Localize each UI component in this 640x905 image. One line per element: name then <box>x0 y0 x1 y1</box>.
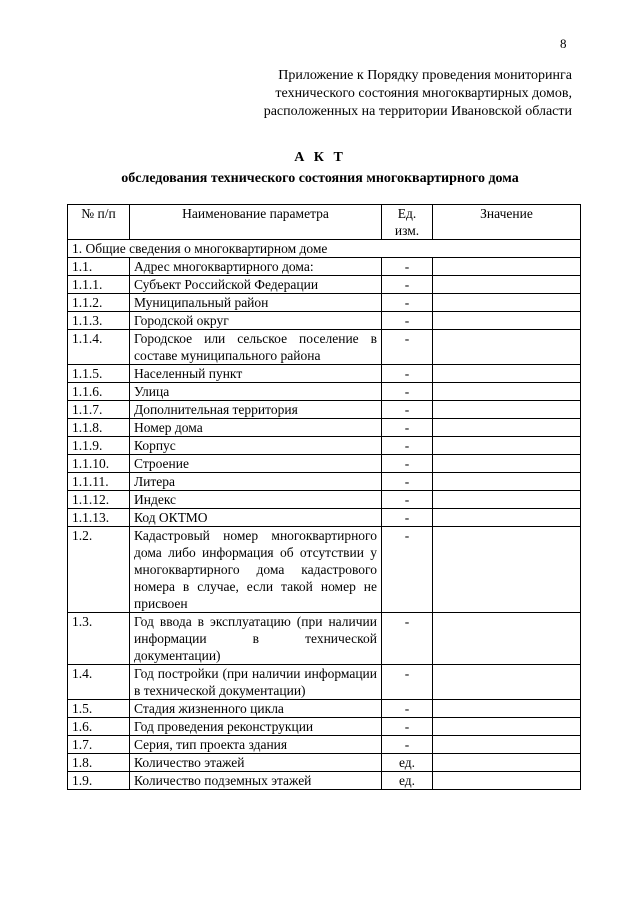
table-row <box>68 365 581 383</box>
header-value: Значение <box>433 205 581 240</box>
row-unit: - <box>382 437 433 455</box>
row-parameter-name: Адрес многоквартирного дома: <box>130 258 382 276</box>
row-unit: - <box>382 258 433 276</box>
row-number: 1.4. <box>68 665 130 700</box>
row-value[interactable] <box>433 401 581 419</box>
row-value[interactable] <box>433 455 581 473</box>
row-number: 1.1.12. <box>68 491 130 509</box>
row-value[interactable] <box>433 473 581 491</box>
row-number: 1.1.13. <box>68 509 130 527</box>
row-number: 1.1.3. <box>68 312 130 330</box>
section-row <box>68 240 581 258</box>
act-title: А К Т <box>294 150 346 165</box>
row-unit: - <box>382 383 433 401</box>
row-value[interactable] <box>433 276 581 294</box>
row-value[interactable] <box>433 613 581 665</box>
table-row <box>68 419 581 437</box>
row-parameter-name: Строение <box>130 455 382 473</box>
row-unit: - <box>382 294 433 312</box>
appendix-line: расположенных на территории Ивановской области <box>263 104 572 119</box>
row-number: 1.1.10. <box>68 455 130 473</box>
row-number: 1.1. <box>68 258 130 276</box>
row-parameter-name: Населенный пункт <box>130 365 382 383</box>
row-number: 1.1.1. <box>68 276 130 294</box>
row-value[interactable] <box>433 330 581 365</box>
table-header-row <box>68 205 581 240</box>
row-number: 1.3. <box>68 613 130 665</box>
row-number: 1.1.2. <box>68 294 130 312</box>
row-number: 1.1.9. <box>68 437 130 455</box>
row-parameter-name: Литера <box>130 473 382 491</box>
row-parameter-name: Корпус <box>130 437 382 455</box>
row-parameter-name: Субъект Российской Федерации <box>130 276 382 294</box>
row-parameter-name: Код ОКТМО <box>130 509 382 527</box>
row-value[interactable] <box>433 383 581 401</box>
row-unit: - <box>382 527 433 613</box>
row-value[interactable] <box>433 736 581 754</box>
row-number: 1.1.11. <box>68 473 130 491</box>
row-value[interactable] <box>433 772 581 790</box>
table-row <box>68 527 581 613</box>
row-parameter-name: Стадия жизненного цикла <box>130 700 382 718</box>
row-value[interactable] <box>433 365 581 383</box>
table-row <box>68 455 581 473</box>
table-row <box>68 491 581 509</box>
table-row <box>68 473 581 491</box>
header-unit: Ед. изм. <box>382 205 433 240</box>
row-unit: - <box>382 736 433 754</box>
row-number: 1.2. <box>68 527 130 613</box>
row-unit: ед. <box>382 754 433 772</box>
row-value[interactable] <box>433 258 581 276</box>
row-parameter-name: Городское или сельское поселение в составе муниципального района <box>130 330 382 365</box>
table-row <box>68 437 581 455</box>
row-value[interactable] <box>433 437 581 455</box>
row-parameter-name: Количество подземных этажей <box>130 772 382 790</box>
row-parameter-name: Количество этажей <box>130 754 382 772</box>
table-row <box>68 736 581 754</box>
row-parameter-name: Номер дома <box>130 419 382 437</box>
table-row <box>68 294 581 312</box>
row-value[interactable] <box>433 312 581 330</box>
row-number: 1.1.7. <box>68 401 130 419</box>
section-title: 1. Общие сведения о многоквартирном доме <box>68 240 581 258</box>
row-unit: - <box>382 700 433 718</box>
row-unit: - <box>382 491 433 509</box>
appendix-line: Приложение к Порядку проведения мониторинга <box>278 68 572 83</box>
row-parameter-name: Серия, тип проекта здания <box>130 736 382 754</box>
row-number: 1.1.6. <box>68 383 130 401</box>
appendix-line: технического состояния многоквартирных домов, <box>275 86 572 101</box>
table-row <box>68 772 581 790</box>
row-number: 1.5. <box>68 700 130 718</box>
row-unit: - <box>382 613 433 665</box>
row-number: 1.1.8. <box>68 419 130 437</box>
row-parameter-name: Год проведения реконструкции <box>130 718 382 736</box>
row-unit: - <box>382 365 433 383</box>
row-value[interactable] <box>433 491 581 509</box>
table-row <box>68 383 581 401</box>
row-value[interactable] <box>433 754 581 772</box>
row-unit: - <box>382 276 433 294</box>
row-value[interactable] <box>433 419 581 437</box>
row-unit: ед. <box>382 772 433 790</box>
row-parameter-name: Год постройки (при наличии информации в технической документации) <box>130 665 382 700</box>
row-unit: - <box>382 665 433 700</box>
row-number: 1.9. <box>68 772 130 790</box>
row-parameter-name: Улица <box>130 383 382 401</box>
header-name: Наименование параметра <box>130 205 382 240</box>
table-row <box>68 276 581 294</box>
table-row <box>68 258 581 276</box>
row-unit: - <box>382 419 433 437</box>
row-number: 1.8. <box>68 754 130 772</box>
row-value[interactable] <box>433 527 581 613</box>
row-unit: - <box>382 718 433 736</box>
table-row <box>68 700 581 718</box>
appendix-note <box>192 67 572 121</box>
table-row <box>68 665 581 700</box>
row-value[interactable] <box>433 665 581 700</box>
row-number: 1.1.5. <box>68 365 130 383</box>
row-parameter-name: Индекс <box>130 491 382 509</box>
parameters-table <box>67 204 581 790</box>
row-unit: - <box>382 455 433 473</box>
row-unit: - <box>382 401 433 419</box>
row-parameter-name: Городской округ <box>130 312 382 330</box>
table-row <box>68 613 581 665</box>
table-row <box>68 330 581 365</box>
table-body <box>68 240 581 790</box>
row-value[interactable] <box>433 718 581 736</box>
table-row <box>68 312 581 330</box>
row-number: 1.1.4. <box>68 330 130 365</box>
table-row <box>68 401 581 419</box>
header-number: № п/п <box>68 205 130 240</box>
row-value[interactable] <box>433 294 581 312</box>
act-subtitle: обследования технического состояния многоквартирного дома <box>121 171 519 186</box>
row-value[interactable] <box>433 509 581 527</box>
row-unit: - <box>382 509 433 527</box>
page-number: 8 <box>560 36 567 51</box>
row-parameter-name: Кадастровый номер многоквартирного дома либо информация об отсутствии у многоквартирного дома кадастрового номера в случае, если такой номер не присвоен <box>130 527 382 613</box>
table-row <box>68 509 581 527</box>
row-value[interactable] <box>433 700 581 718</box>
row-number: 1.6. <box>68 718 130 736</box>
table-row <box>68 754 581 772</box>
row-number: 1.7. <box>68 736 130 754</box>
row-unit: - <box>382 330 433 365</box>
row-unit: - <box>382 312 433 330</box>
row-unit: - <box>382 473 433 491</box>
row-parameter-name: Муниципальный район <box>130 294 382 312</box>
row-parameter-name: Год ввода в эксплуатацию (при наличии информации в технической документации) <box>130 613 382 665</box>
row-parameter-name: Дополнительная территория <box>130 401 382 419</box>
table-row <box>68 718 581 736</box>
